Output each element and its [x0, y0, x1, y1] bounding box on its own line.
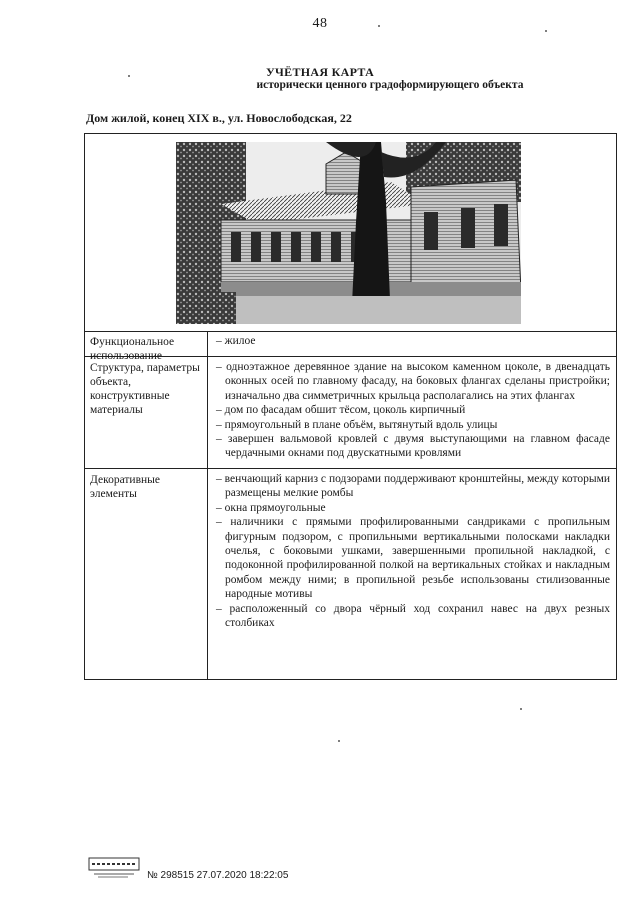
row-structure	[85, 357, 616, 469]
list-item: – дом по фасадам обшит тёсом, цоколь кирпичный	[216, 404, 466, 417]
document-reference: № 298515 27.07.2020 18:22:05	[147, 870, 289, 881]
row-content	[208, 469, 616, 679]
row-content	[208, 357, 616, 468]
scan-speck	[545, 30, 547, 32]
page-number: 48	[312, 16, 328, 31]
row-label: Декоративные элементы	[85, 469, 208, 679]
photo-row	[85, 134, 616, 332]
card-title: УЧЁТНАЯ КАРТА	[265, 65, 375, 79]
registration-stamp	[88, 857, 140, 879]
card-subtitle: исторически ценного градоформирующего объекта	[256, 79, 524, 91]
row-label: Функциональное использование	[85, 331, 208, 356]
row-label: Структура, параметры объекта, конструктивные материалы	[85, 357, 208, 468]
scan-speck	[378, 25, 380, 27]
building-photo	[176, 142, 521, 324]
card-table	[84, 133, 617, 680]
scan-speck	[128, 75, 130, 77]
row-content	[208, 331, 616, 356]
list-item: – завершен вальмовой кровлей с двумя выступающими на главном фасаде чердачными окнами под двускатными кровлями	[216, 433, 610, 460]
scan-speck	[338, 740, 340, 742]
list-item: – прямоугольный в плане объём, вытянутый вдоль улицы	[216, 418, 498, 431]
list-item: – жилое	[216, 335, 256, 347]
row-decorative	[85, 469, 616, 679]
scan-speck	[520, 708, 522, 710]
list-item: – венчающий карниз с подзорами поддерживают кронштейны, между которыми размещены мелкие ромбы	[216, 473, 610, 500]
object-title: Дом жилой, конец XIX в., ул. Новослободская, 22	[86, 111, 352, 125]
list-item: – наличники с прямыми профилированными сандриками с пропильным фигурным подзором, с пропильными вертикальными полосками накладки очелья, с боковыми ушками, завершенными пропильной накладкой, с подоконной профилированной полкой на вертикальных стойках и накладным ромбом между ними; в пропильной резьбе использованы стилизованные народные мотивы	[216, 516, 610, 601]
row-function	[85, 331, 616, 362]
list-item: – одноэтажное деревянное здание на высоком каменном цоколе, в двенадцать оконных осей по главному фасаду, на боковых флангах сделаны пристройки; изначально два симметричных крыльца располагались на этих флангах	[216, 361, 610, 402]
list-item: – расположенный со двора чёрный ход сохранил навес на двух резных столбиках	[216, 602, 610, 630]
list-item: – окна прямоугольные	[216, 501, 326, 514]
